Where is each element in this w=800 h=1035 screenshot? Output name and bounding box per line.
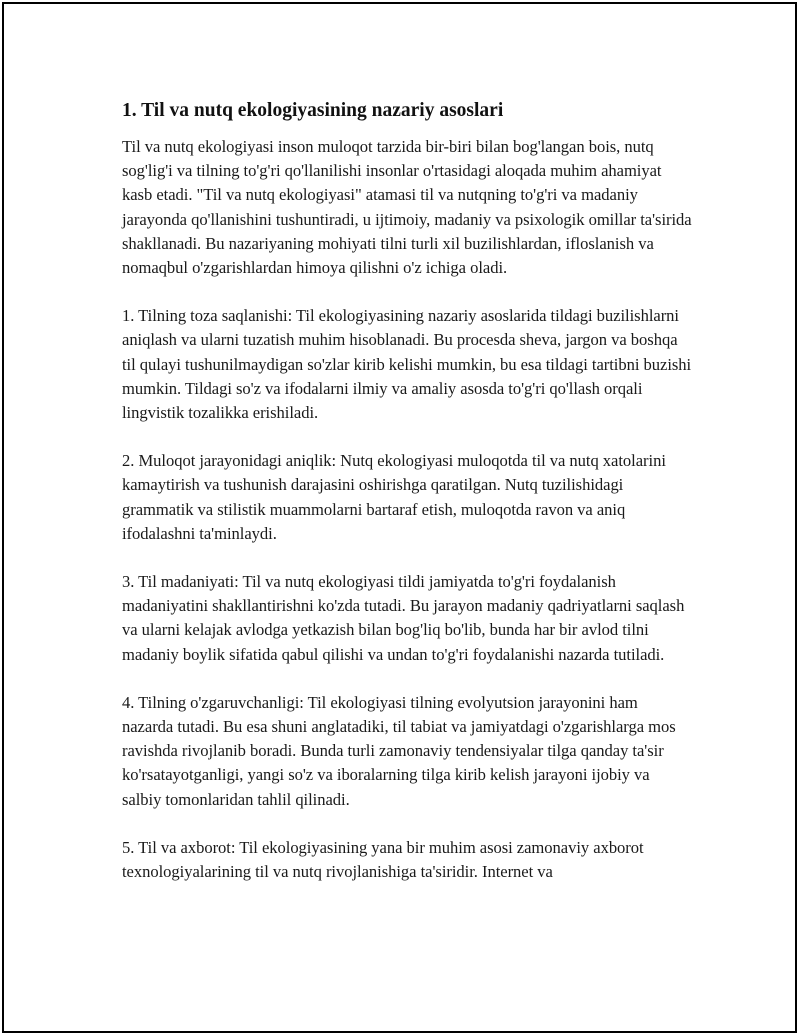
document-body: [122, 98, 692, 908]
paragraph-intro: Til va nutq ekologiyasi inson muloqot tarzida bir-biri bilan bog'langan bois, nutq sog'lig'i va tilning to'g'ri qo'llanilishi insonlar o'rtasidagi aloqada muhim ahamiyat kasb etadi. "Til va nutq ekologiyasi" atamasi til va nutqning to'g'ri va madaniy jarayonda qo'llanishini tushuntiradi, u ijtimoiy, madaniy va psixologik omillar ta'sirida shakllanadi. Bu nazariyaning mohiyati tilni turli xil buzilishlardan, ifloslanish va nomaqbul o'zgarishlardan himoya qilishni o'z ichiga oladi.: [122, 137, 692, 278]
section-heading: 1. Til va nutq ekologiyasining nazariy asoslari: [122, 100, 504, 121]
paragraph-language-variability: 4. Tilning o'zgaruvchanligi: Til ekologiyasi tilning evolyutsion jarayonini ham nazarda tutadi. Bu esa shuni anglatadiki, til tabiat va jamiyatdagi o'zgarishlarga mos ravishda rivojlanib boradi. Bunda turli zamonaviy tendensiyalar tilga qanday ta'sir ko'rsatayotganligi, yangi so'z va iboralarning tilga kirib kelish jarayoni ijobiy va salbiy tomonlaridan tahlil qilinadi.: [122, 692, 676, 809]
paragraph-language-information: 5. Til va axborot: Til ekologiyasining yana bir muhim asosi zamonaviy axborot texnologiyalarining til va nutq rivojlanishiga ta'siridir. Internet va: [122, 837, 644, 882]
paragraph-language-purity: 1. Tilning toza saqlanishi: Til ekologiyasining nazariy asoslarida tildagi buzilishlarni aniqlash va ularni tuzatish muhim hisoblanadi. Bu procesda sheva, jargon va boshqa til qulayi tushunilmaydigan so'zlar kirib kelishi mumkin, bu esa tildagi tartibni buzishi mumkin. Tildagi so'z va ifodalarni ilmiy va amaliy asosda to'g'ri qo'llash orqali lingvistik tozalikka erishiladi.: [122, 306, 692, 423]
paragraph-communication-accuracy: 2. Muloqot jarayonidagi aniqlik: Nutq ekologiyasi muloqotda til va nutq xatolarini kamaytirish va tushunish darajasini oshirishga qaratilgan. Nutq tuzilishidagi grammatik va stilistik muammolarni bartaraf etish, muloqotda ravon va aniq ifodalashni ta'minlaydi.: [122, 451, 666, 543]
paragraph-language-culture: 3. Til madaniyati: Til va nutq ekologiyasi tildi jamiyatda to'g'ri foydalanish madaniyatini shakllantirishni ko'zda tutadi. Bu jarayon madaniy qadriyatlarni saqlash va ularni kelajak avlodga yetkazish bilan bog'liq bo'lib, bunda har bir avlod tilni madaniy boylik sifatida qabul qilishi va undan to'g'ri foydalanishi nazarda tutiladi.: [122, 572, 685, 664]
page-frame: [2, 2, 797, 1033]
